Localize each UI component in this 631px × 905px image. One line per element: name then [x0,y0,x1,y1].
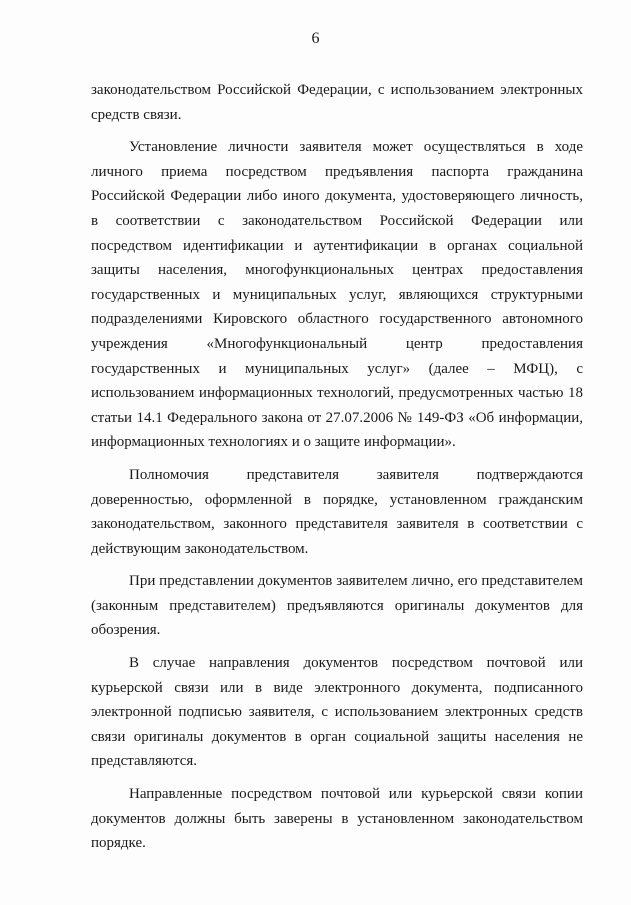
paragraph-originals-presentation: При представлении документов заявителем лично, его представителем (законным представителем) предъявляются оригиналы документов для обозрения. [91,573,583,639]
page-number: 6 [311,30,320,47]
paragraph-certified-copies: Направленные посредством почтовой или курьерской связи копии документов должны быть заверены в установленном законодательством порядке. [91,786,583,852]
paragraph-postal-submission: В случае направления документов посредством почтовой или курьерской связи или в виде электронного документа, подписанного электронной подписью заявителя, с использованием электронных средств связи оригиналы документов в орган социальной защиты населения не представляются. [91,655,583,770]
document-body [91,78,583,864]
paragraph-representative-powers: Полномочия представителя заявителя подтверждаются доверенностью, оформленной в порядке, установленном гражданским законодательством, законного представителя заявителя в соответствии с действующим законодательством. [91,466,583,557]
paragraph-identity-verification: Установление личности заявителя может осуществляться в ходе личного приема посредством предъявления паспорта гражданина Российской Федерации либо иного документа, удостоверяющего личность, в соответствии с законодательством Российской Федерации или посредством идентификации и аутентификации в органах социальной защиты населения, многофункциональных центрах предоставления государственных и муниципальных услуг, являющихся структурными подразделениями Кировского областного государственного автономного учреждения «Многофункциональный центр предоставления государственных и муниципальных услуг» (далее – МФЦ), с использованием информационных технологий, предусмотренных частью 18 статьи 14.1 Федерального закона от 27.07.2006 № 149-ФЗ «Об информации, информационных технологиях и о защите информации». [91,139,583,451]
paragraph-continuation: законодательством Российской Федерации, с использованием электронных средств связи. [91,82,583,123]
